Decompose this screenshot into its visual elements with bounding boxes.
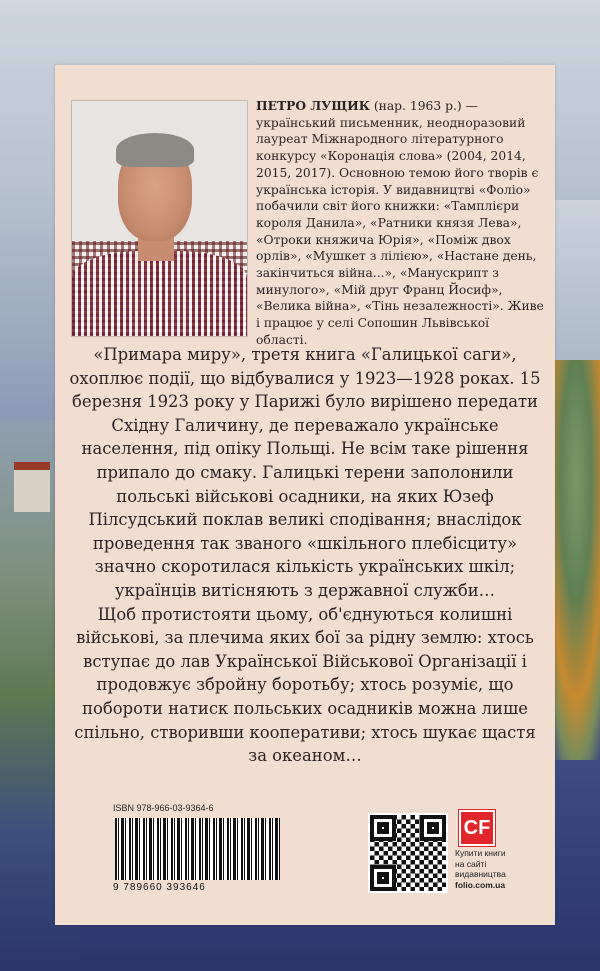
annotation-paragraph-2: Щоб протистояти цьому, об'єднуються колишні військові, за плечима яких бої за рідну землю: хтось вступає до лав Української Військової Організації і продовжує збройну боротьбу; хтось розуміє, що побороти натиск польських осадників можна лише спільно, створивши кооперативи; хтось шукає щастя за океаном… <box>74 604 536 766</box>
barcode-digits: 9 789660 393646 <box>113 882 206 893</box>
author-name: ПЕТРО ЛУЩИК <box>256 98 370 113</box>
annotation-paragraph-1: «Примара миру», третя книга «Галицької саги», охоплює події, що відбувалися у 1923—1928 роках. 15 березня 1923 року у Парижі було вирішено передати Східну Галичину, де переважало українське населення, під опіку Польщі. Не всім таке рішення припало до смаку. Галицькі терени заполонили польські військові осадники, на яких Юзеф Пілсудський поклав великі сподівання; внаслідок проведення так званого «шкільного плебісциту» значно скоротилася кількість українських шкіл; українців витісняють з державної служби… <box>69 345 541 600</box>
author-bio <box>256 98 544 349</box>
buy-line-3: видавництва <box>455 869 506 879</box>
isbn-text: ISBN 978-966-03-9364-6 <box>113 803 214 813</box>
qr-code-icon[interactable] <box>368 813 448 893</box>
back-cover-panel <box>55 65 555 925</box>
author-bio-text: (нар. 1963 р.) — український письменник, неодноразовий лауреат Міжнародного літературного конкурсу «Коронація слова» (2004, 2014, 2015, 2017). Основною темою його творів є українська історія. У видавництві «Фоліо» побачили світ його книжки: «Тамплієри короля Данила», «Ратники князя Лева», «Отроки княжича Юрія», «Поміж двох орлів», «Мушкет з лілією», «Настане день, закінчиться війна...», «Манускрипт з минулого», «Мій друг Франц Йосиф», «Велика війна», «Тінь незалежності». Живе і працює у селі Сопошин Львівської області. <box>256 99 544 347</box>
publisher-buy-text <box>455 848 535 890</box>
barcode-block <box>113 803 283 898</box>
barcode-icon <box>115 818 280 880</box>
background-house <box>14 462 50 512</box>
folio-logo: CF <box>459 810 495 846</box>
publisher-site-link[interactable]: folio.com.ua <box>455 879 506 890</box>
book-annotation <box>65 343 545 768</box>
buy-line-1: Купити книги <box>455 848 506 858</box>
buy-line-2: на сайті <box>455 858 487 869</box>
author-photo <box>71 100 248 337</box>
